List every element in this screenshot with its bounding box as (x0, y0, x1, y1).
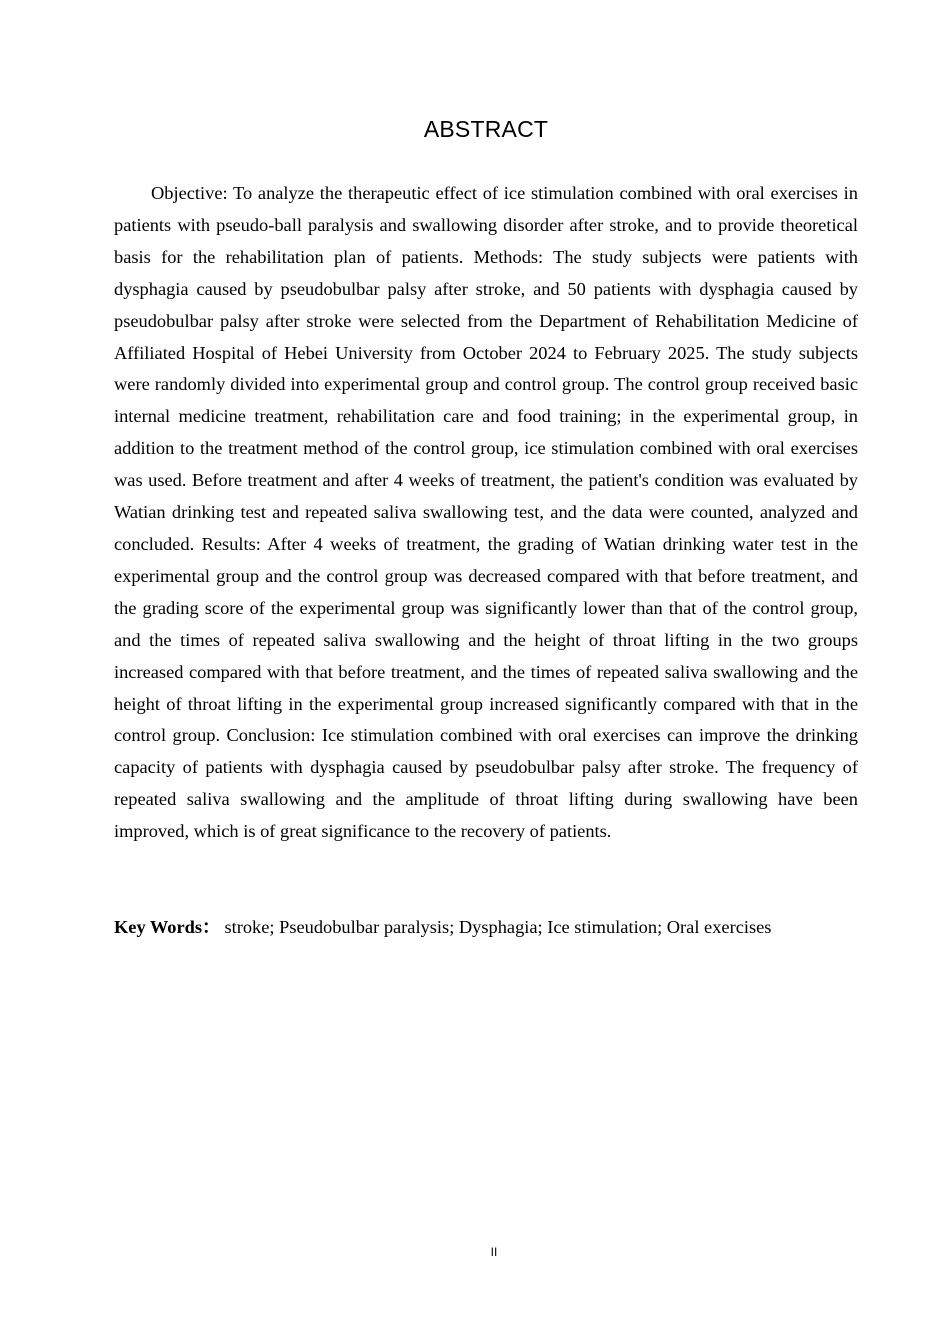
keywords-label: Key Words (114, 917, 203, 937)
keywords-line (114, 912, 858, 944)
page-number: II (490, 1245, 498, 1259)
abstract-title: ABSTRACT (423, 116, 549, 142)
keywords-value: stroke; Pseudobulbar paralysis; Dysphagia; Ice stimulation; Oral exercises (224, 917, 772, 937)
abstract-body: Objective: To analyze the therapeutic effect of ice stimulation combined with oral exercises in patients with pseudo-ball paralysis and swallowing disorder after stroke, and to provide theoretical basis for the rehabilitation plan of patients. Methods: The study subjects were patients with dysphagia caused by pseudobulbar palsy after stroke, and 50 patients with dysphagia caused by pseudobulbar palsy after stroke were selected from the Department of Rehabilitation Medicine of Affiliated Hospital of Hebei University from October 2024 to February 2025. The study subjects were randomly divided into experimental group and control group. The control group received basic internal medicine treatment, rehabilitation care and food training; in the experimental group, in addition to the treatment method of the control group, ice stimulation combined with oral exercises was used. Before treatment and after 4 weeks of treatment, the patient's condition was evaluated by Watian drinking test and repeated saliva swallowing test, and the data were counted, analyzed and concluded. Results: After 4 weeks of treatment, the grading of Watian drinking water test in the experimental group and the control group was decreased compared with that before treatment, and the grading score of the experimental group was significantly lower than that of the control group, and the times of repeated saliva swallowing and the height of throat lifting in the two groups increased compared with that before treatment, and the times of repeated saliva swallowing and the height of throat lifting in the experimental group increased significantly compared with that in the control group. Conclusion: Ice stimulation combined with oral exercises can improve the drinking capacity of patients with dysphagia caused by pseudobulbar palsy after stroke. The frequency of repeated saliva swallowing and the amplitude of throat lifting during swallowing have been improved, which is of great significance to the recovery of patients. (114, 183, 858, 842)
keywords-separator: ： (202, 917, 221, 937)
